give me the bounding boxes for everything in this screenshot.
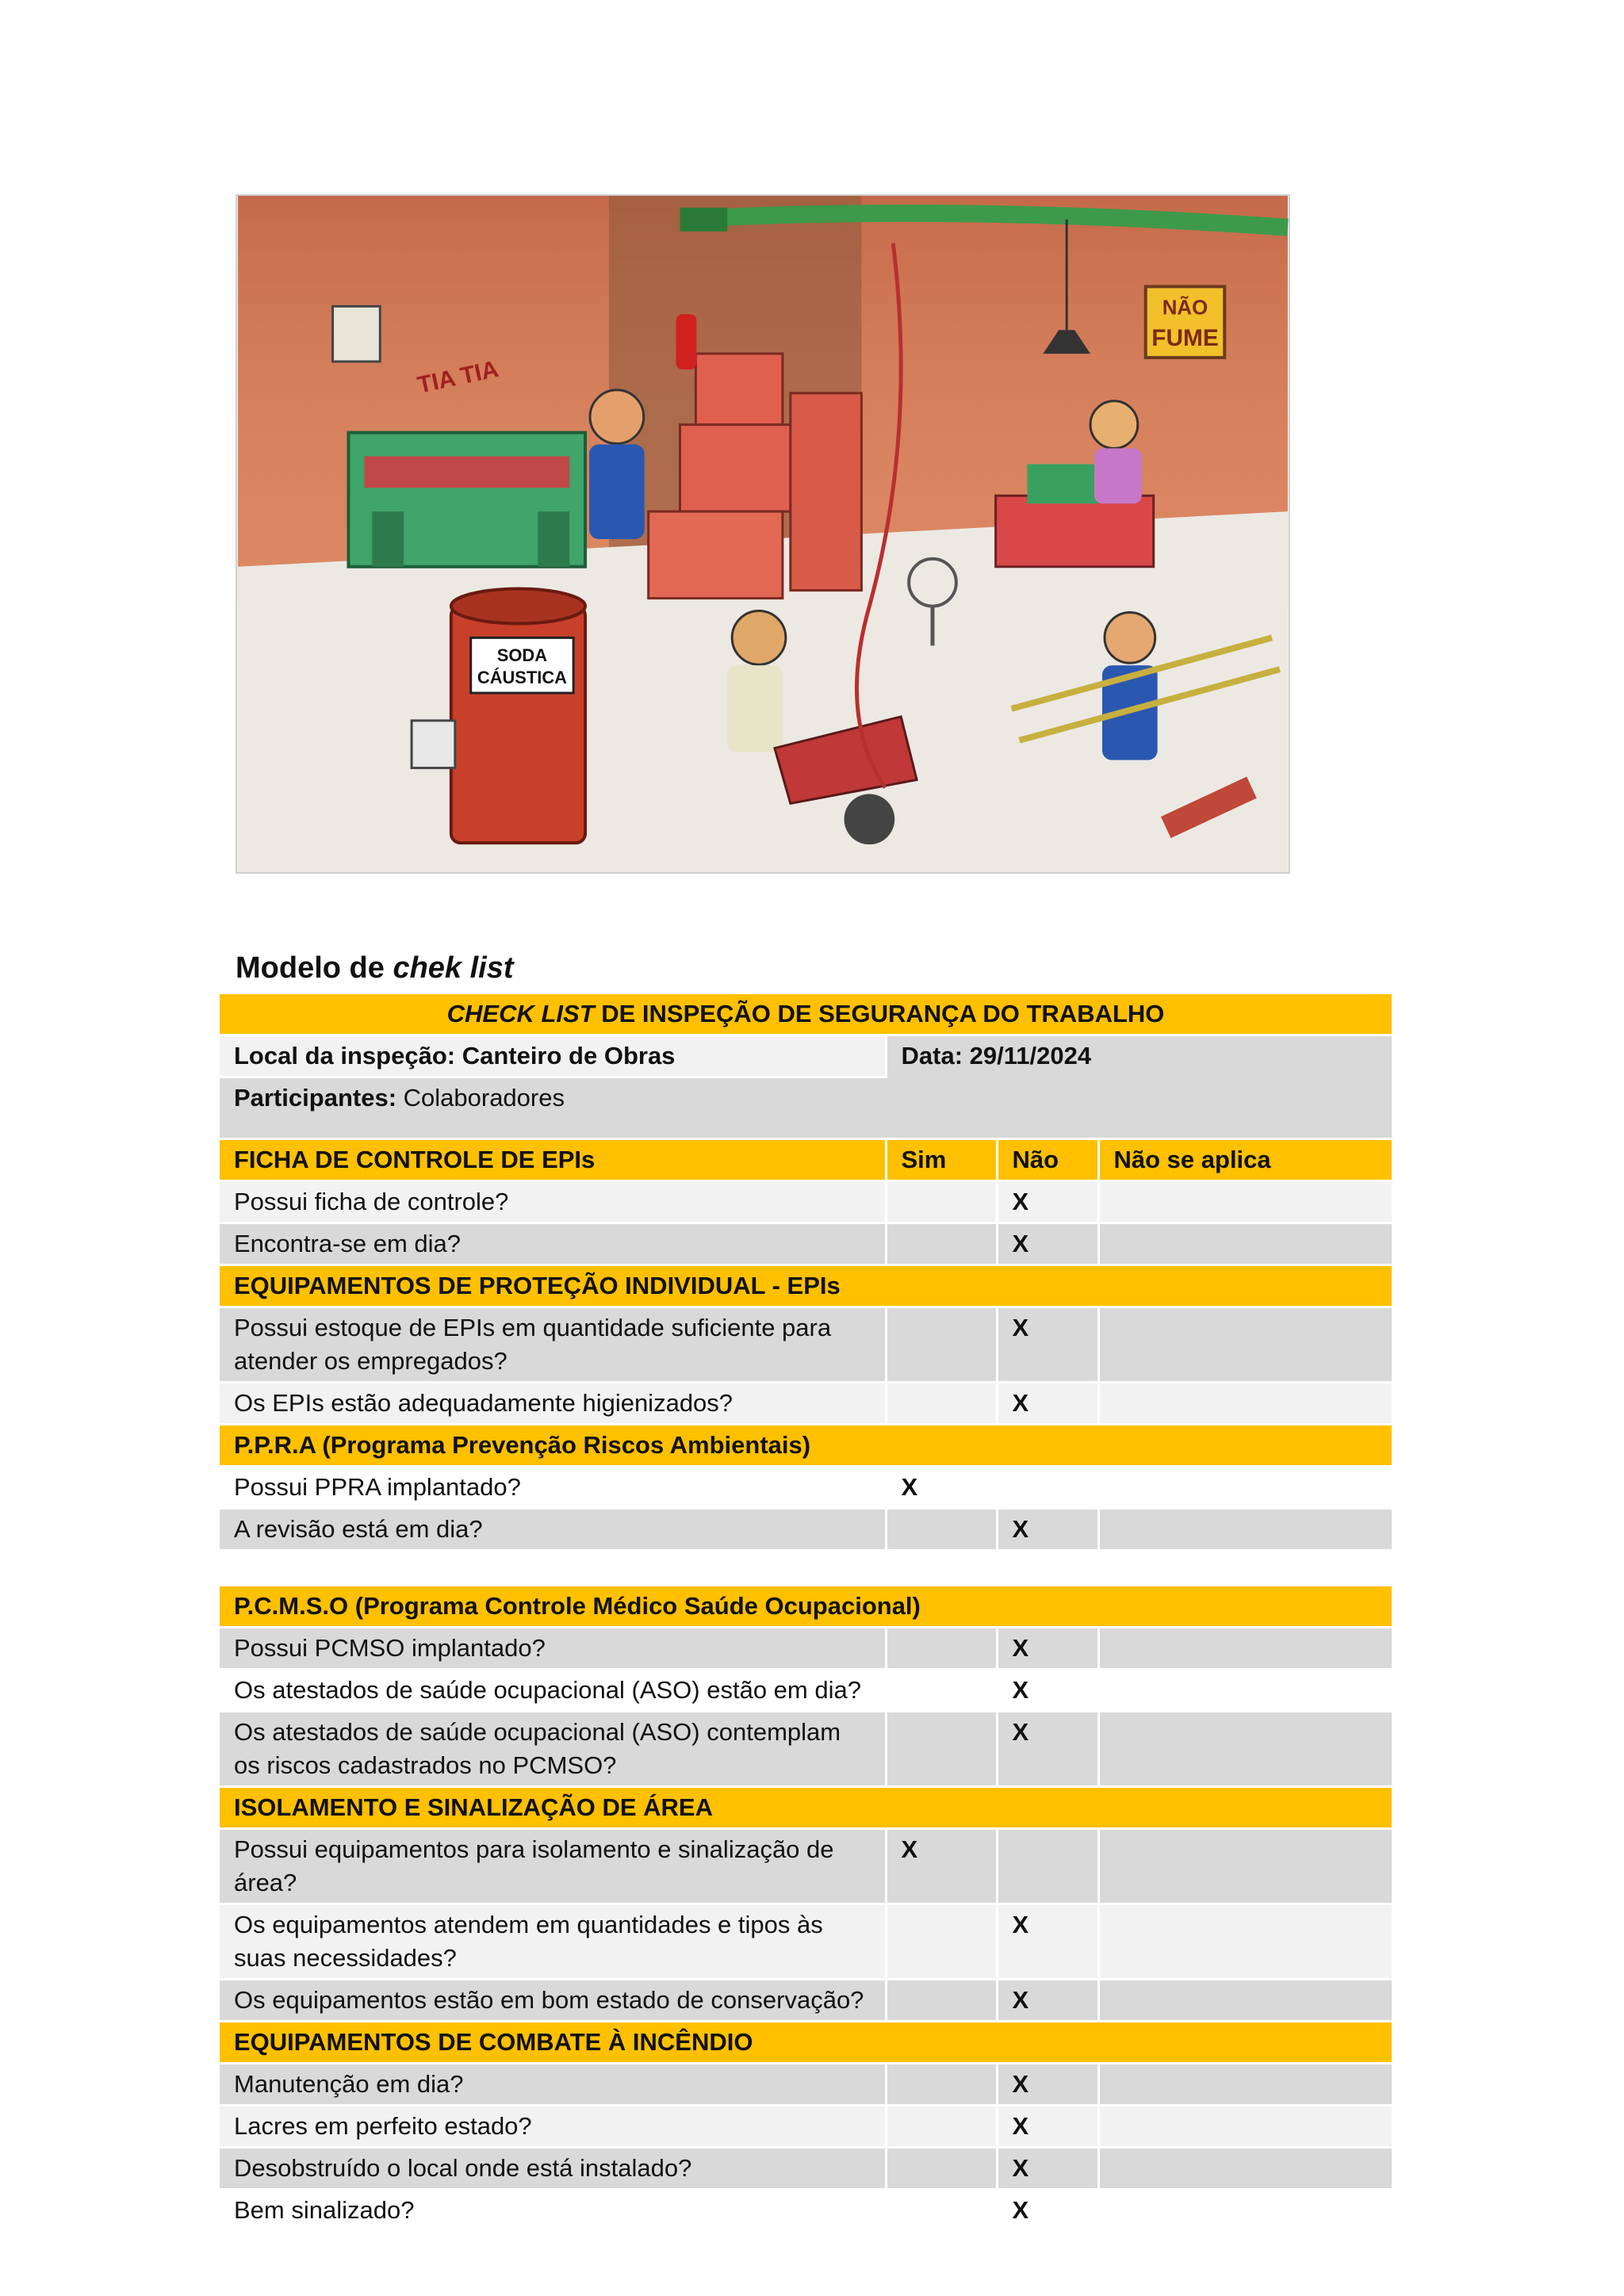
na-cell	[1098, 1904, 1392, 1980]
box	[695, 354, 782, 425]
question: Desobstruído o local onde está instalado?	[220, 2148, 886, 2190]
question: Possui ficha de controle?	[220, 1181, 886, 1223]
question: Manutenção em dia?	[220, 2064, 886, 2106]
wheelbarrow-wheel	[845, 794, 895, 844]
na-cell	[1098, 1307, 1392, 1383]
na-cell	[1098, 1628, 1392, 1670]
table-title-emph: CHECK LIST	[446, 1000, 595, 1027]
question: Os equipamentos estão em bom estado de conservação?	[220, 1980, 886, 2022]
nao-cell: X	[997, 1509, 1098, 1551]
typewriter	[1027, 464, 1098, 503]
section-title: P.C.M.S.O (Programa Controle Médico Saúde Ocupacional)	[220, 1586, 1392, 1628]
section-title: P.P.R.A (Programa Prevenção Riscos Ambientais)	[220, 1425, 1392, 1467]
sim-cell	[886, 1223, 997, 1265]
table-row	[220, 2106, 1392, 2148]
nao-cell: X	[997, 1904, 1098, 1980]
sim-cell	[886, 2148, 997, 2190]
spacer-row	[220, 1551, 1392, 1586]
worker-head	[590, 390, 644, 444]
worker-body	[589, 445, 645, 539]
worker-ladder-head	[1105, 613, 1155, 664]
section-header-row	[220, 1139, 1392, 1181]
sim-cell	[886, 1904, 997, 1980]
section-header-row	[220, 1787, 1392, 1829]
nao-cell: X	[997, 1307, 1098, 1383]
na-cell	[1098, 1509, 1392, 1551]
na-cell	[1098, 1829, 1392, 1904]
nao-cell: X	[997, 1670, 1098, 1712]
local-label: Local da inspeção: Canteiro de Obras	[220, 1035, 886, 1077]
na-cell	[1098, 1181, 1392, 1223]
table-row	[220, 1829, 1392, 1904]
section-title: ISOLAMENTO E SINALIZAÇÃO DE ÁREA	[220, 1787, 1392, 1829]
sim-cell	[886, 1509, 997, 1551]
nao-cell: X	[997, 2064, 1098, 2106]
sim-cell	[886, 1712, 997, 1787]
nao-cell: X	[997, 1712, 1098, 1787]
sign-text-2: FUME	[1151, 325, 1219, 352]
sim-cell	[886, 1670, 997, 1712]
participants-value: Colaboradores	[396, 1084, 565, 1112]
table-row	[220, 1980, 1392, 2022]
table-row	[220, 2064, 1392, 2106]
workplace-hazard-illustration	[236, 194, 1290, 874]
table-row	[220, 1181, 1392, 1223]
question: Possui PPRA implantado?	[220, 1467, 886, 1509]
local-row	[220, 1035, 1392, 1077]
table-row	[220, 1628, 1392, 1670]
fire-extinguisher	[676, 314, 697, 369]
nao-cell: X	[997, 1223, 1098, 1265]
question: Os equipamentos atendem em quantidades e tipos às suas necessidades?	[220, 1904, 886, 1980]
sim-cell: X	[886, 1467, 997, 1509]
question: Os atestados de saúde ocupacional (ASO) estão em dia?	[220, 1670, 886, 1712]
participants-label: Participantes:	[234, 1084, 397, 1112]
na-cell	[1098, 1223, 1392, 1265]
question: Possui equipamentos para isolamento e sinalização de área?	[220, 1829, 886, 1904]
table-title	[220, 994, 1392, 1035]
nao-cell	[997, 1829, 1098, 1904]
worker-wheelbarrow-head	[732, 611, 786, 665]
question: Os atestados de saúde ocupacional (ASO) contemplam os riscos cadastrados no PCMSO?	[220, 1712, 886, 1787]
sim-cell	[886, 1181, 997, 1223]
question: Possui PCMSO implantado?	[220, 1628, 886, 1670]
table-row	[220, 1670, 1392, 1712]
nao-cell: X	[997, 1628, 1098, 1670]
col-sim-header: Sim	[886, 1139, 997, 1181]
section-header-row	[220, 1586, 1392, 1628]
table-title-rest: DE INSPEÇÃO DE SEGURANÇA DO TRABALHO	[594, 1000, 1165, 1027]
title-emph: chek list	[393, 951, 514, 985]
typist-head	[1090, 401, 1138, 449]
nao-cell: X	[997, 1181, 1098, 1223]
question: Os EPIs estão adequadamente higienizados?	[220, 1383, 886, 1425]
nao-cell: X	[997, 2148, 1098, 2190]
na-cell	[1098, 1383, 1392, 1425]
section-title: EQUIPAMENTOS DE COMBATE À INCÊNDIO	[220, 2022, 1392, 2064]
sim-cell	[886, 2106, 997, 2148]
nao-cell: X	[997, 2106, 1098, 2148]
section-header-row	[220, 1425, 1392, 1467]
table-row	[220, 1307, 1392, 1383]
desk	[996, 496, 1154, 567]
section-title: EQUIPAMENTOS DE PROTEÇÃO INDIVIDUAL - EPIs	[220, 1265, 1392, 1307]
question: Bem sinalizado?	[220, 2190, 886, 2232]
data-label: Data: 29/11/2024	[886, 1035, 1392, 1139]
paint-bucket	[412, 721, 455, 768]
section-header-row	[220, 2022, 1392, 2064]
sim-cell	[886, 1383, 997, 1425]
question: A revisão está em dia?	[220, 1509, 886, 1551]
soda-label-line1: SODA	[496, 645, 548, 666]
na-cell	[1098, 2190, 1392, 2232]
na-cell	[1098, 1467, 1392, 1509]
table-row	[220, 2148, 1392, 2190]
table-row	[220, 1467, 1392, 1509]
nao-cell: X	[997, 2190, 1098, 2232]
na-cell	[1098, 1670, 1392, 1712]
nao-cell	[997, 1467, 1098, 1509]
question: Encontra-se em dia?	[220, 1223, 886, 1265]
table-row	[220, 1223, 1392, 1265]
question: Possui estoque de EPIs em quantidade suficiente para atender os empregados?	[220, 1307, 886, 1383]
section-title: FICHA DE CONTROLE DE EPIs	[220, 1139, 886, 1181]
sim-cell	[886, 2190, 997, 2232]
sim-cell: X	[886, 1829, 997, 1904]
sim-cell	[886, 1628, 997, 1670]
col-na-header: Não se aplica	[1098, 1139, 1392, 1181]
table-row	[220, 1712, 1392, 1787]
na-cell	[1098, 2106, 1392, 2148]
na-cell	[1098, 2064, 1392, 2106]
title-prefix: Modelo de	[236, 951, 393, 985]
sim-cell	[886, 1980, 997, 2022]
col-nao-header: Não	[997, 1139, 1098, 1181]
electric-box	[333, 306, 381, 362]
na-cell	[1098, 1712, 1392, 1787]
table-row	[220, 1509, 1392, 1551]
na-cell	[1098, 1980, 1392, 2022]
section-header-row	[220, 1265, 1392, 1307]
document-title	[236, 951, 514, 985]
table-row	[220, 1383, 1392, 1425]
sim-cell	[886, 1307, 997, 1383]
na-cell	[1098, 2148, 1392, 2190]
table-row	[220, 1904, 1392, 1980]
sign-text-1: NÃO	[1162, 297, 1208, 320]
nao-cell: X	[997, 1383, 1098, 1425]
question: Lacres em perfeito estado?	[220, 2106, 886, 2148]
participants-cell	[220, 1077, 886, 1139]
soda-label-line2: CÁUSTICA	[477, 668, 567, 688]
safety-checklist-table	[220, 994, 1392, 2233]
nao-cell: X	[997, 1980, 1098, 2022]
table-row	[220, 2190, 1392, 2232]
sim-cell	[886, 2064, 997, 2106]
table-title-row	[220, 994, 1392, 1035]
graffiti-text: TIA TIA	[415, 355, 501, 399]
spacer-cell	[220, 1551, 1392, 1586]
